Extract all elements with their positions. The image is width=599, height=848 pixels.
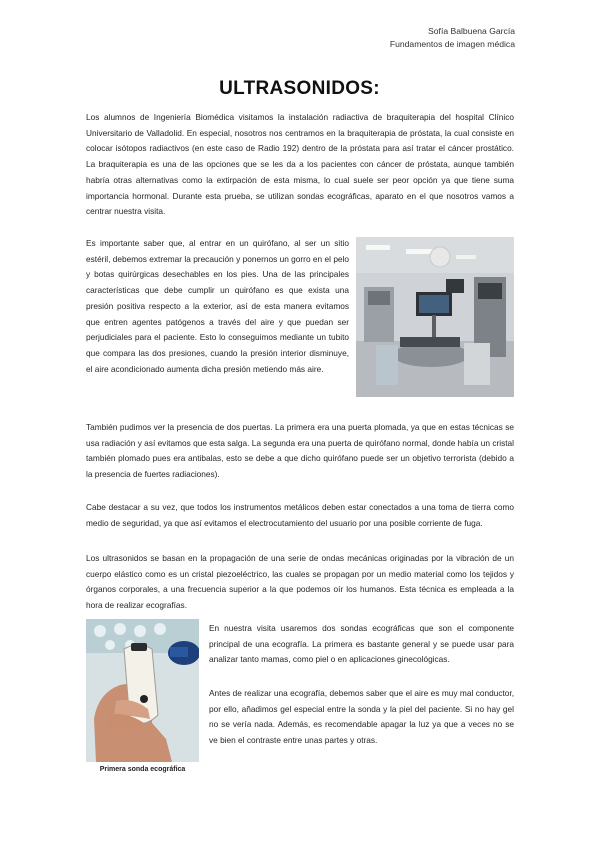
paragraph-operating-room: Es importante saber que, al entrar en un quirófano, al ser un sitio estéril, debemos extremar la precaución y ponernos un gorro en el pelo y botas quirúrgicas desechables en los pies. Una de las principales características que debe cumplir un quirófano es que exista una presión positiva respecto a la exterior, así de esta manera evitamos que entren agentes patógenos a través del aire y que puedan ser perjudiciales para el paciente. Esto lo conseguimos mediante un tubito que compara las dos presiones, cuando la presión interior disminuye, el aire acondicionado aumenta dicha presión metiendo más aire. (86, 238, 349, 374)
paragraph-grounding: Cabe destacar a su vez, que todos los instrumentos metálicos deben estar conectados a una toma de tierra como medio de seguridad, ya que así evitamos el electrocutamiento del usuario por una posible corriente de fuga. (86, 502, 514, 528)
paragraph-intro: Los alumnos de Ingeniería Biomédica visitamos la instalación radiactiva de braquiterapia del hospital Clínico Universitario de Valladolid. En especial, nosotros nos centramos en la braquiterapia de próstata, la cual consiste en colocar isótopos radiactivos (en este caso de Radio 192) dentro de la próstata para así tratar el cáncer prostático. La braquiterapia es una de las opciones que se les da a los pacientes con cáncer de próstata, aunque también habría otras alternativas como la extirpación de esta misma, lo cual suele ser peor opción ya que tiene suma importancia hormonal. Durante esta prueba, se utilizan sondas ecográficas, aparato en el que nosotros vamos a centrar nuestra visita. (86, 112, 514, 217)
paragraph-gel: Antes de realizar una ecografía, debemos saber que el aire es muy mal conductor, por ello, añadimos gel especial entre la sonda y la piel del paciente. Si no hay gel no se vería nada. Además, es recomendable apagar la luz ya que a veces no se ve bien el contraste entre unas partes y otras. (209, 688, 514, 746)
paragraph-ultrasound-basics: Los ultrasonidos se basan en la propagación de una serie de ondas mecánicas originadas por la vibración de un cuerpo elástico como es un cristal piezoeléctrico, las cuales se propagan por un medio material como los tejidos y órganos corporales, a una frecuencia superior a la que podemos oír los humanos. Esta técnica es empleada a la hora de realizar ecografías. (86, 553, 514, 611)
author-name: Sofía Balbuena García (428, 26, 515, 36)
paragraph-doors: También pudimos ver la presencia de dos puertas. La primera era una puerta plomada, ya que en estas técnicas se usa radiación y así evitamos que esta salga. La segunda era una puerta de quirófano normal, donde había un cristal también plomado pues era antibalas, esto se debe a que dicho quirófano puede ser un objetivo terrorista (debido a la presencia de fuertes radiaciones). (86, 422, 514, 480)
probe-photo-caption: Primera sonda ecográfica (99, 766, 186, 773)
page-header (390, 25, 515, 51)
operating-room-photo (356, 237, 514, 397)
paragraph-probes: En nuestra visita usaremos dos sondas ecográficas que son el componente principal de una ecografía. La primera es bastante general y se puede usar para analizar tanto mamas, como piel o en aplicaciones ginecológicas. (209, 623, 514, 665)
ultrasound-probe-photo (86, 619, 199, 762)
course-subject: Fundamentos de imagen médica (389, 39, 515, 49)
document-title: ULTRASONIDOS: (219, 78, 380, 99)
